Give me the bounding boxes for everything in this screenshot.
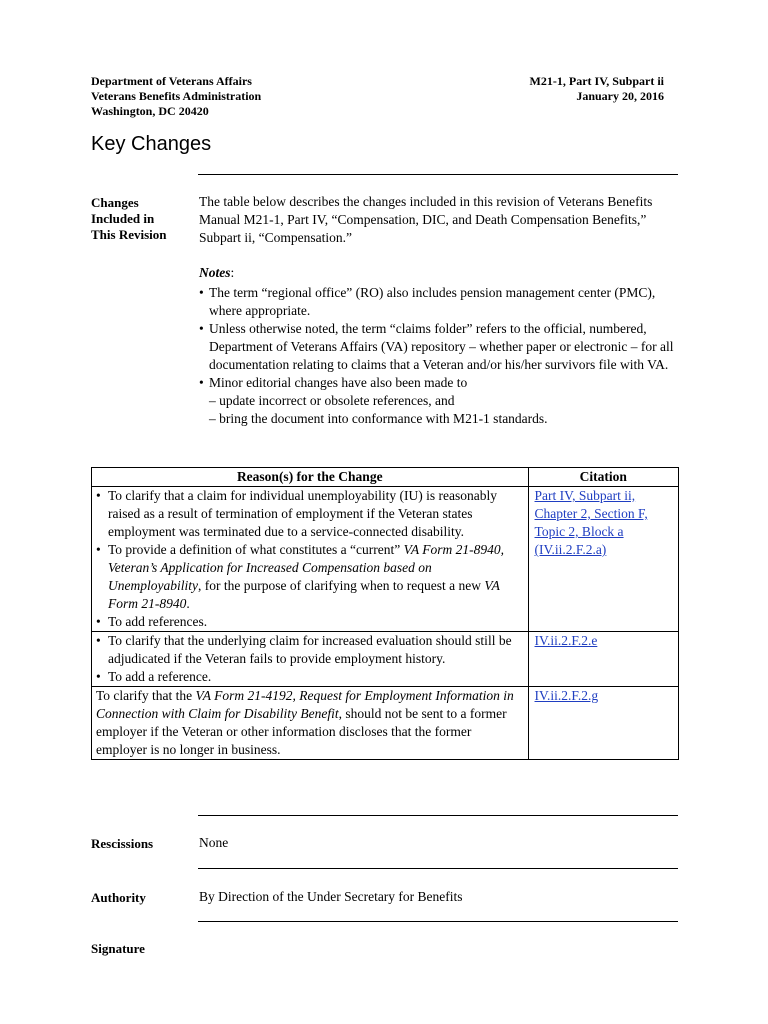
list-item (96, 632, 524, 668)
reason-text: . (186, 596, 190, 611)
header-left (91, 74, 261, 119)
editorial-subitem: – bring the document into conformance with M21-1 standards. (209, 411, 548, 426)
signature-label: Signature (91, 941, 145, 956)
reason-list (96, 487, 524, 631)
citation-cell (528, 632, 678, 687)
reason-text: To provide a definition of what constitutes a “current” (108, 542, 404, 557)
header-date: January 20, 2016 (576, 89, 664, 103)
notes-list (199, 284, 678, 428)
reason-text: , should not be sent to a former employer if the Veteran or other information discloses that the former employer is no longer in business. (96, 706, 507, 757)
bullet: • (96, 633, 101, 648)
list-item (96, 613, 524, 631)
header-manual-ref: M21-1, Part IV, Subpart ii (529, 74, 664, 88)
form-title: VA Form 21-8940, Veteran’s Application for Increased Compensation based on Unemployability (108, 542, 504, 593)
notes-heading (199, 265, 234, 281)
changes-intro: The table below describes the changes included in this revision of Veterans Benefits Manual M21-1, Part IV, “Compensation, DIC, and Death Compensation Benefits,” Subpart ii, “Compensation.” (199, 194, 653, 245)
list-item (96, 487, 524, 541)
reason-text: To clarify that the underlying claim for increased evaluation should still be adjudicated if the Veteran fails to provide employment history. (108, 633, 512, 666)
editorial-subitem: – update incorrect or obsolete references, and (209, 393, 455, 408)
changes-label-line: This Revision (91, 227, 167, 242)
divider (198, 868, 678, 869)
changes-label-line: Included in (91, 211, 155, 226)
changes-label-line: Changes (91, 195, 139, 210)
list-item (96, 668, 524, 686)
reason-cell (92, 487, 529, 632)
reason-text: To clarify that a claim for individual unemployability (IU) is reasonably raised as a result of termination of employment if the Veteran states employment was terminated due to a service-connected disability. (108, 488, 497, 539)
list-item (199, 374, 678, 428)
table-row (92, 632, 679, 687)
divider (198, 174, 678, 175)
list-item (96, 541, 524, 613)
divider (198, 921, 678, 922)
header-department: Department of Veterans Affairs (91, 74, 252, 88)
rescissions-value: None (199, 835, 229, 850)
bullet: • (199, 375, 204, 390)
reason-text: To add a reference. (108, 669, 212, 684)
bullet: • (96, 542, 101, 557)
header-administration: Veterans Benefits Administration (91, 89, 262, 103)
reason-text: To clarify that the (96, 688, 196, 703)
reason-paragraph (96, 687, 524, 759)
bullet: • (96, 669, 101, 684)
citation-link[interactable]: IV.ii.2.F.2.g (534, 688, 599, 703)
bullet: • (96, 488, 101, 503)
note-text: Unless otherwise noted, the term “claims folder” refers to the official, numbered, Department of Veterans Affairs (VA) repository – whether paper or electronic – for all documentation relating to claims that a Veteran and/or his/her survivors file with VA. (209, 321, 674, 372)
notes-colon: : (230, 265, 235, 280)
citation-cell (528, 687, 678, 760)
changes-label (91, 195, 191, 243)
header-right (490, 74, 664, 104)
citation-cell (528, 487, 678, 632)
form-title: VA Form 21-8940 (108, 578, 500, 611)
note-text: Minor editorial changes have also been made to (209, 375, 468, 390)
divider (198, 815, 678, 816)
citation-link[interactable]: Part IV, Subpart ii, Chapter 2, Section F, Topic 2, Block a (IV.ii.2.F.2.a) (534, 488, 648, 557)
column-header-reason: Reason(s) for the Change (92, 468, 529, 487)
authority-value: By Direction of the Under Secretary for Benefits (199, 889, 463, 904)
authority-label: Authority (91, 890, 146, 905)
reason-text: To add references. (108, 614, 208, 629)
note-text: The term “regional office” (RO) also includes pension management center (PMC), where appropriate. (209, 285, 656, 318)
citation-link[interactable]: IV.ii.2.F.2.e (534, 633, 598, 648)
changes-table (91, 467, 679, 760)
column-header-citation: Citation (528, 468, 678, 487)
form-title: VA Form 21-4192, Request for Employment Information in Connection with Claim for Disability Benefit (96, 688, 514, 721)
page-title: Key Changes (91, 133, 212, 155)
table-row (92, 487, 679, 632)
list-item (199, 284, 678, 320)
bullet: • (199, 285, 204, 300)
table-row (92, 687, 679, 760)
table-header-row (92, 468, 679, 487)
bullet: • (199, 321, 204, 336)
bullet: • (96, 614, 101, 629)
notes-label: Notes (199, 265, 231, 280)
reason-list (96, 632, 524, 686)
rescissions-label: Rescissions (91, 836, 154, 851)
reason-cell (92, 632, 529, 687)
list-item (199, 320, 678, 374)
reason-cell (92, 687, 529, 760)
header-location: Washington, DC 20420 (91, 104, 209, 118)
reason-text: , for the purpose of clarifying when to request a new (197, 578, 485, 593)
